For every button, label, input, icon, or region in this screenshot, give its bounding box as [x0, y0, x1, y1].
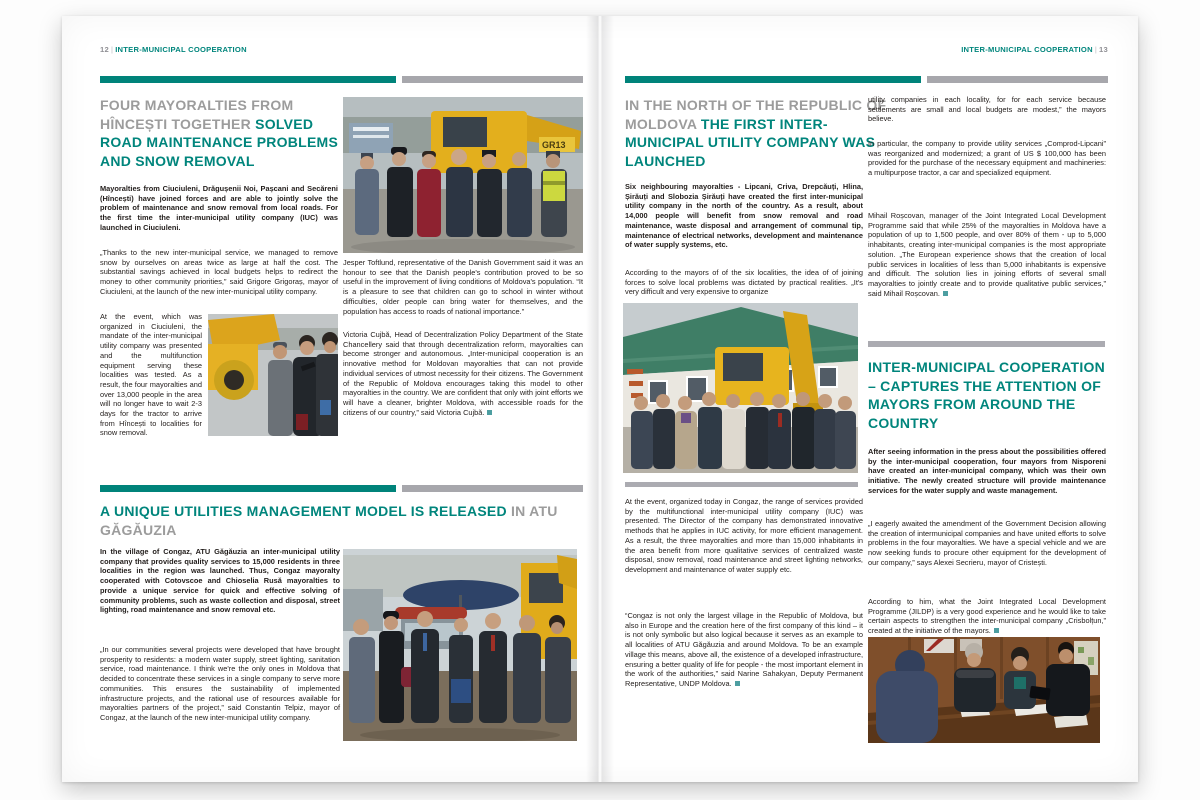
article3-lead	[625, 182, 863, 250]
article2-lead-text: In the village of Congaz, ATU Găgăuzia an inter-municipal utility company that provides quality services to 15,000 residents in three localities in the region was launched. Thus, Congaz mayoralty cooperated with Cotovscoe and Chioselia Rusă mayoralties to provide a unique service for quick and effective solving of community problems, such as waste collection and disposal, street lighting, road maintenance and snow removal etc.	[100, 547, 340, 615]
article1-heading	[100, 96, 356, 170]
photo-congaz-group	[343, 549, 577, 741]
header-separator: |	[110, 45, 114, 54]
article1-p2-text: „Thanks to the new inter-municipal service, we managed to remove snow by ourselves on areas twice as large at half the cost. The substantial savings achieved in local budgets helps to redirect the money to other community priorities,” said Grigore Grigoraș, mayor of Ciuciuleni, at the launch of the new inter-municipal utility company.	[100, 248, 338, 296]
article1-lead	[100, 184, 338, 233]
article1-paragraph	[100, 248, 338, 297]
article1-paragraph	[343, 258, 583, 316]
running-header-right	[868, 45, 1108, 54]
article-end-icon	[994, 628, 999, 633]
article3-p3-text: utility companies in each locality, for for each service because settlements are small and local budgets are modest,” the mayors believe.	[868, 95, 1106, 124]
article3-paragraph	[868, 95, 1106, 124]
article4-p3-text: According to him, what the Joint Integrated Local Development Programme (JILDP) is a very good experience and he would like to take certain aspects to strengthen the inter-municipal company „Crisbolțun,” created at the initiative of the mayors.	[868, 597, 1106, 636]
congaz-event-p1-text: At the event, organized today in Congaz, the range of services provided by the multifunctional inter-municipal utility company (IUC) was presented. The Director of the company has demonstrated innovative methods that he applies in IUC activity, for more efficient management. As a result, the three mayoralties and more than 15,000 inhabitants in the area benefit from more qualitative services of centralized waste disposal, snow removal, road maintenance and street lighting networks, development and maintenance of water supply etc.	[625, 497, 863, 574]
article2-heading-teal: A UNIQUE UTILITIES MANAGEMENT MODEL IS RELEASED	[100, 503, 507, 519]
article4-heading	[868, 358, 1110, 432]
article3-paragraph	[868, 211, 1106, 298]
congaz-event-paragraph	[625, 611, 863, 689]
photo-congaz-group-illustration	[343, 549, 577, 741]
article3-paragraph	[625, 268, 863, 297]
article3-lead-text: Six neighbouring mayoralties - Lipcani, Criva, Drepcăuți, Hlina, Șirăuți and Slobozia Șirăuți have created the first inter-municipal utility company in the north of the country. As a result, about 14,000 people will benefit from snow removal and road maintenance, waste disposal and arrangement of communal tip, maintenance of electrical networks, development and maintenance of water supply systems, etc.	[625, 182, 863, 250]
photo-hincesti-group-illustration	[343, 97, 583, 253]
article2-paragraph	[100, 645, 340, 723]
photo-lipcani-launch	[623, 303, 858, 473]
article-divider-bar	[868, 341, 1105, 347]
running-header-left	[100, 45, 247, 54]
article-end-icon	[487, 410, 492, 415]
article-end-icon	[943, 291, 948, 296]
header-separator: |	[1094, 45, 1098, 54]
section-title-right: INTER-MUNICIPAL COOPERATION	[961, 45, 1093, 54]
photo-ciuciuleni-event-illustration	[208, 314, 338, 436]
congaz-event-paragraph	[625, 497, 863, 575]
photo-ciuciuleni-event	[208, 314, 338, 436]
article1-heading-teal: SOLVED ROAD MAINTENANCE PROBLEMS AND SNOW REMOVAL	[100, 115, 339, 169]
page-fold-shadow	[586, 16, 614, 782]
photo-lipcani-launch-illustration	[623, 303, 858, 473]
page-number-right: 13	[1099, 45, 1108, 54]
title-bar-grey	[402, 485, 583, 492]
article1-p5-text: Victoria Cujbă, Head of Decentralization Policy Department of the State Chancellery said that through decentralization reform, mayoralties can become stronger and autonomous. „Inter-municipal cooperation is an innovative method for Moldovan mayoralties that can not provide individual services of utmost necessity for their citizens. The Government of the Republic of Moldova encourages taking this model to other mayoralties in the country. We are confident that only with joint efforts we will have a cleaner, brighter Moldova, with accessible roads for the citizens of our country,” said Victoria Cujbă.	[343, 330, 583, 417]
section-title-left: INTER-MUNICIPAL COOPERATION	[115, 45, 247, 54]
article1-p4-text: Jesper Toftlund, representative of the Danish Government said it was an honour to see that the Danish people's contribution proved to be so useful in the improvement of living conditions of Moldova's population. “It is a pleasure to see that children can go to school in winter without difficulties, older people can bring water for themselves, and the population has access to roads of national importance.”	[343, 258, 583, 316]
article2-lead	[100, 547, 340, 615]
congaz-event-p2-text: “Congaz is not only the largest village in the Republic of Moldova, but also in Europe and the creation here of the first company of this kind – it is not only symbolic but also logical because it serves as an example to all localities of ATU Găgăuzia and around Moldova. To be an example village this means, above all, the existence of a developed infrastructure, ensuring a better quality of life for people - the most important element in the work of the authorities,” said Narine Sahakyan, Deputy Permanent Representative, UNDP Moldova.	[625, 611, 863, 688]
article4-paragraph	[868, 519, 1106, 568]
equipment-label: GR13	[542, 140, 566, 150]
page-number-left: 12	[100, 45, 109, 54]
article4-lead-text: After seeing information in the press about the possibilities offered by the inter-municipal cooperation, four mayors from Nisporeni have created an inter-municipal company, which was their own initiative. The newly created structure will provide maintenance services for the water supply and waste management.	[868, 447, 1106, 495]
article1-paragraph	[100, 312, 338, 438]
article-end-icon	[735, 681, 740, 686]
article2-heading-grey: IN ATU GĂGĂUZIA	[100, 503, 558, 538]
article3-p5-text: Mihail Roșcovan, manager of the Joint Integrated Local Development Programme said that while 25% of the mayoralties in Moldova have a population of up to 1,500 people, and over 80% of them - up to 5,000 inhabitants, creating inter-municipal companies is the most appropriate solution. „The European experience shows that the creation of local public services in localities of less than 5,000 inhabitants is expensive and difficult. The solution lies in joining efforts of several small mayoralties to jointly create and to provide qualitative public services,” said Mihail Roșcovan.	[868, 211, 1106, 298]
title-bar-grey	[927, 76, 1108, 83]
title-bar-teal	[625, 76, 921, 83]
title-bar-teal	[100, 485, 396, 492]
article2-heading	[100, 502, 570, 539]
article3-heading-grey: IN THE NORTH OF THE REPUBLIC OF MOLDOVA	[625, 97, 887, 132]
article1-paragraph	[343, 330, 583, 417]
article4-lead	[868, 447, 1106, 496]
article3-heading-teal: THE FIRST INTER-MUNICIPAL UTILITY COMPANY WAS LAUNCHED	[625, 115, 876, 169]
article1-p3-text: At the event, which was organized in Ciuciuleni, the mandate of the inter-municipal utility company was presented and the multifunction equipment serving these localities was tested. As a result, the four mayoralties and over 13,000 people in the area will no longer have to wait 2-3 days for the tractor to arrive from Hîncești to localities for snow removal.	[100, 312, 202, 438]
article3-paragraph	[868, 139, 1106, 178]
article4-heading-teal: INTER-MUNICIPAL COOPERATION – CAPTURES THE ATTENTION OF MAYORS FROM AROUND THE COUNTRY	[868, 359, 1105, 431]
column-divider-rule	[625, 482, 858, 487]
photo-mayors-meeting-illustration	[868, 637, 1100, 743]
article4-paragraph	[868, 597, 1106, 636]
title-bar-teal	[100, 76, 396, 83]
article1-heading-grey: FOUR MAYORALTIES FROM HÎNCEȘTI TOGETHER	[100, 97, 294, 132]
photo-hincesti-group	[343, 97, 583, 253]
article3-p4-text: In particular, the company to provide utility services „Comprod-Lipcani” was reorganized and modernized; a grant of US $ 100,000 has been provided for the purchase of the necessary equipment and machineries: a multipurpose tractor, a car and specialized equipment.	[868, 139, 1106, 178]
photo-mayors-meeting	[868, 637, 1100, 743]
article2-p2-text: „In our communities several projects were developed that have brought prosperity to residents: a modern water supply, street lighting, sanitation service, road maintenance. I think we're the only ones in Moldova that decided to concentrate these services in a single company to serve more communities. This ensures the sustainability of implemented infrastructure projects, and the rational use of resources available for mayoralties partners of the project,” said Constantin Telpiz, mayor of Congaz, at the launch of the new inter-municipal utility company.	[100, 645, 340, 722]
article4-p2-text: „I eagerly awaited the amendment of the Government Decision allowing the creation of intermunicipal companies and have united efforts to solve problems in the four mayoralties. We have a special vehicle and we are now seeking funds to procure other equipment for the development of our company,” says Alexei Secrieru, mayor of Cristești.	[868, 519, 1106, 567]
article3-p2-text: According to the mayors of of the six localities, the idea of of joining forces to solve local problems was dictated by practical realities. „It's very difficult and very expensive to organize	[625, 268, 863, 297]
article1-lead-text: Mayoralties from Ciuciuleni, Drăgușenii Noi, Pașcani and Secăreni (Hîncești) have joined forces and are able to jointly solve the problem of maintenance and snow removal from local roads. For the first time the inter-municipal utility company (IUC) was launched in Ciuciuleni.	[100, 184, 338, 232]
article3-heading	[625, 96, 891, 170]
magazine-spread	[62, 16, 1138, 782]
title-bar-grey	[402, 76, 583, 83]
